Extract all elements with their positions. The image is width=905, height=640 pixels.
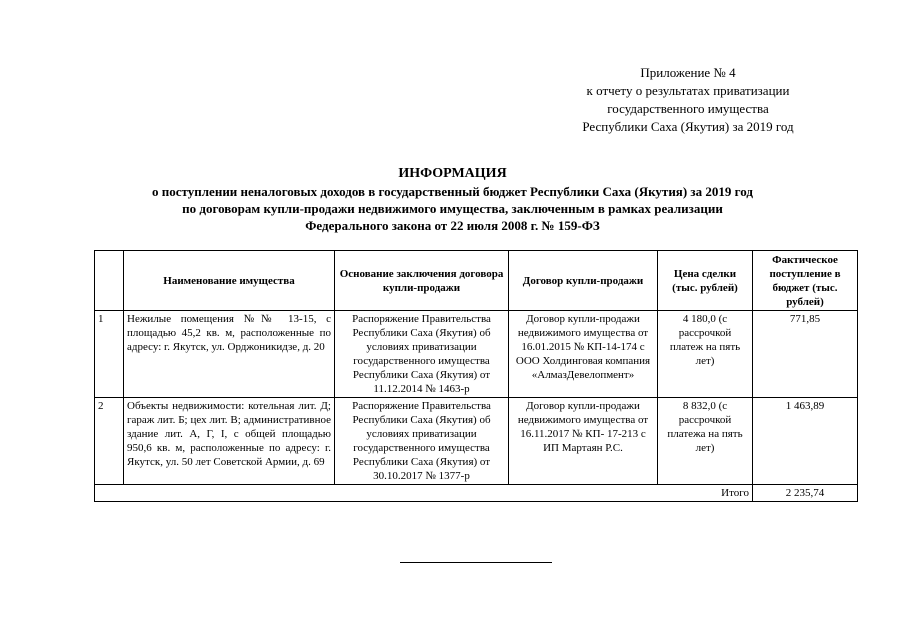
appendix-line-3: государственного имущества — [607, 101, 769, 116]
row-basis: Распоряжение Правительства Республики Саха (Якутия) об условиях приватизации государственного имущества Республики Саха (Якутия) от 11.12.2014 № 1463-р — [335, 311, 509, 398]
row-basis: Распоряжение Правительства Республики Саха (Якутия) об условиях приватизации государственного имущества Республики Саха (Якутия) от 30.10.2017 № 1377-р — [335, 398, 509, 485]
row-num: 2 — [95, 398, 124, 485]
row-contract: Договор купли-продажи недвижимого имущества от 16.01.2015 № КП-14-174 с ООО Холдинговая компания «АлмазДевелопмент» — [509, 311, 658, 398]
total-row — [95, 485, 858, 502]
header-name: Наименование имущества — [124, 251, 335, 311]
row-actual: 771,85 — [753, 311, 858, 398]
appendix-line-2: к отчету о результатах приватизации — [586, 83, 790, 98]
total-value: 2 235,74 — [753, 485, 858, 502]
row-contract: Договор купли-продажи недвижимого имущества от 16.11.2017 № КП- 17-213 с ИП Мартаян Р.С. — [509, 398, 658, 485]
table-header-row — [95, 251, 858, 311]
document-heading — [60, 165, 845, 234]
header-basis: Основание заключения договора купли-продажи — [335, 251, 509, 311]
appendix-block — [548, 64, 828, 136]
heading-line-3: Федерального закона от 22 июля 2008 г. № 159-ФЗ — [305, 218, 600, 233]
row-price: 4 180,0 (с рассрочкой платеж на пять лет) — [658, 311, 753, 398]
row-num: 1 — [95, 311, 124, 398]
header-contract: Договор купли-продажи — [509, 251, 658, 311]
appendix-line-1: Приложение № 4 — [640, 65, 736, 80]
total-label: Итого — [95, 485, 753, 502]
row-price: 8 832,0 (с рассрочкой платежа на пять лет) — [658, 398, 753, 485]
table-row — [95, 398, 858, 485]
document-title: ИНФОРМАЦИЯ — [398, 166, 507, 181]
row-name: Нежилые помещения №№ 13-15, с площадью 45,2 кв. м, расположенные по адресу: г. Якутск, ул. Орджоникидзе, д. 20 — [124, 311, 335, 398]
header-price: Цена сделки (тыс. рублей) — [658, 251, 753, 311]
heading-line-2: по договорам купли-продажи недвижимого имущества, заключенным в рамках реализации — [182, 201, 723, 216]
footer-divider — [400, 562, 552, 563]
income-table — [94, 250, 858, 502]
header-num — [95, 251, 124, 311]
appendix-line-4: Республики Саха (Якутия) за 2019 год — [582, 119, 794, 134]
table-row — [95, 311, 858, 398]
row-name: Объекты недвижимости: котельная лит. Д; гараж лит. Б; цех лит. В; административное здание лит. А, Г, I, с общей площадью 950,6 кв. м, расположенные по адресу: г. Якутск, ул. 50 лет Советской Армии, д. 69 — [124, 398, 335, 485]
row-actual: 1 463,89 — [753, 398, 858, 485]
heading-line-1: о поступлении неналоговых доходов в государственный бюджет Республики Саха (Якутия) за 2019 год — [152, 184, 753, 199]
header-actual: Фактическое поступление в бюджет (тыс. рублей) — [753, 251, 858, 311]
